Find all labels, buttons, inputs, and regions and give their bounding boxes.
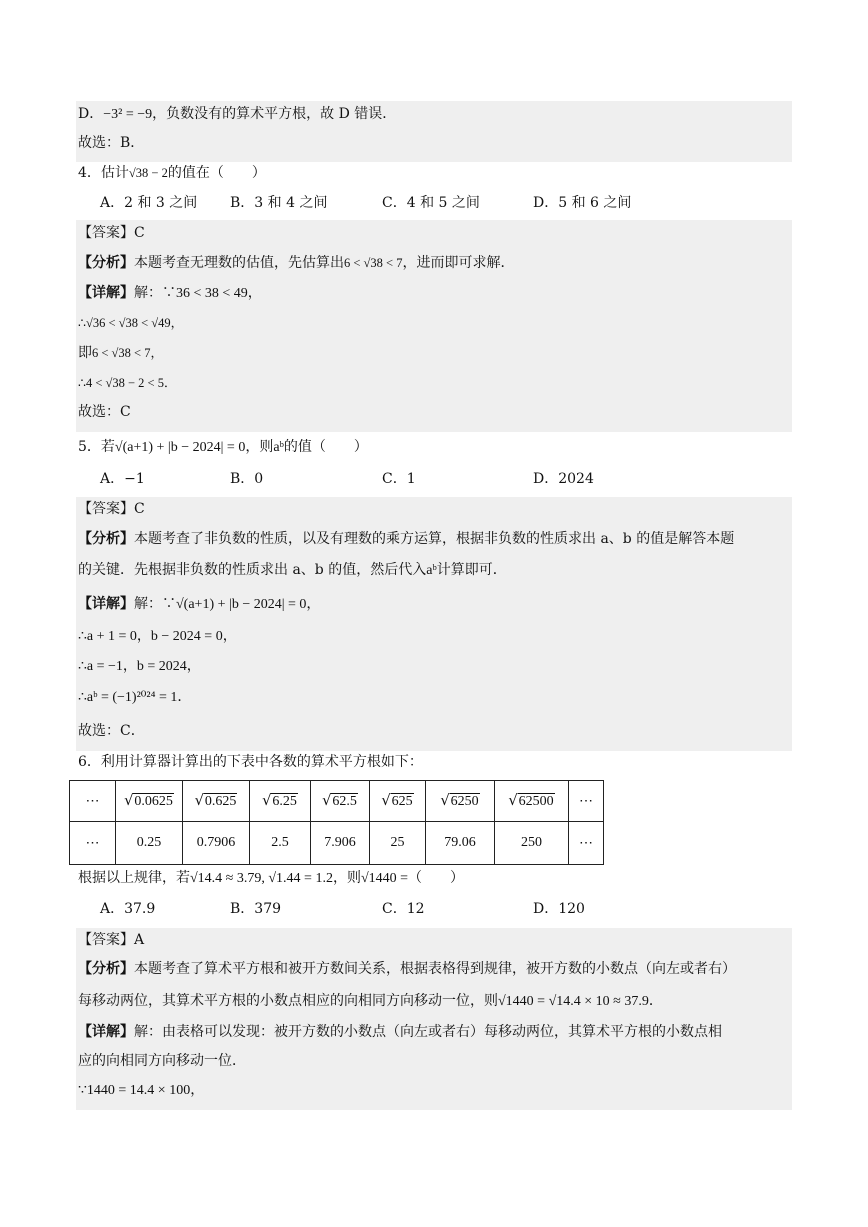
q4-step3: ∴4 < √38 − 2 < 5． [78, 376, 177, 390]
table-row-roots [70, 822, 604, 865]
q5-option-a: A．−1 [100, 471, 145, 487]
q6-option-b: B．379 [230, 901, 282, 917]
table-cell: √6.25 [250, 781, 311, 822]
q5-option-c: C．1 [382, 471, 416, 487]
q4-detail: 【详解】解：∵36 < 38 < 49， [78, 285, 262, 301]
q6-analysis-l1: 【分析】本题考查了算术平方根和被开方数间关系，根据表格得到规律，被开方数的小数点（向左或者右） [78, 961, 736, 977]
q6-option-a: A．37.9 [100, 901, 156, 917]
q6-option-c: C．12 [382, 901, 425, 917]
q4-option-a: A．2 和 3 之间 [100, 195, 198, 211]
q6-analysis-l2: 每移动两位，其算术平方根的小数点相应的向相同方向移动一位，则√1440 = √14.4 × 10 ≈ 37.9． [78, 993, 663, 1009]
q6-stem: 6．利用计算器计算出的下表中各数的算术平方根如下： [78, 754, 423, 770]
table-cell: 0.25 [116, 822, 183, 865]
table-cell: ⋯ [569, 822, 604, 865]
table-cell: √62500 [495, 781, 569, 822]
q4-option-b: B．3 和 4 之间 [230, 195, 328, 211]
q4-answer: 【答案】C [78, 225, 145, 241]
q4-analysis: 【分析】本题考查无理数的估值，先估算出6 < √38 < 7，进而即可求解． [78, 255, 515, 271]
q6-detail-l1: 【详解】解：由表格可以发现：被开方数的小数点（向左或者右）每移动两位，其算术平方根的小数点相 [78, 1024, 722, 1040]
q6-answer: 【答案】A [78, 932, 145, 948]
q5-condition: √(a+1) + |b − 2024| = 0 [114, 440, 246, 455]
table-cell: ⋯ [70, 781, 116, 822]
table-cell: √0.625 [183, 781, 250, 822]
q4-option-c: C．4 和 5 之间 [382, 195, 480, 211]
q4-step2: 即6 < √38 < 7， [78, 345, 163, 361]
q4-option-d: D．5 和 6 之间 [533, 195, 632, 211]
q5-step1: ∴a + 1 = 0，b − 2024 = 0， [78, 629, 237, 644]
q5-answer: 【答案】C [78, 501, 145, 517]
table-cell: √62.5 [311, 781, 370, 822]
prev-line-d: D．−3² = −9，负数没有的算术平方根，故 D 错误． [78, 106, 397, 122]
solution-shade-q4 [76, 220, 792, 432]
q5-option-b: B．0 [230, 471, 264, 487]
q5-analysis-l1: 【分析】本题考查了非负数的性质，以及有理数的乘方运算，根据非负数的性质求出 a、b 的值是解答本题 [78, 531, 735, 547]
table-cell: 0.7906 [183, 822, 250, 865]
table-cell: 250 [495, 822, 569, 865]
prev-choose: 故选：B． [78, 135, 145, 151]
q4-stem: 4．估计√38 − 2的值在（ ） [78, 165, 266, 181]
q4-choose: 故选：C [78, 404, 131, 420]
table-cell: ⋯ [569, 781, 604, 822]
q6-detail-l3: ∵1440 = 14.4 × 100， [78, 1083, 205, 1098]
table-cell: √625 [370, 781, 426, 822]
table-row-radicands [70, 781, 604, 822]
table-cell: 25 [370, 822, 426, 865]
table-cell: 7.906 [311, 822, 370, 865]
prev-math: −3² = −9 [103, 107, 153, 122]
q5-analysis-l2: 的关键．先根据非负数的性质求出 a、b 的值，然后代入aᵇ计算即可． [78, 562, 507, 578]
table-cell: 79.06 [426, 822, 495, 865]
q6-rule: 根据以上规律，若√14.4 ≈ 3.79, √1.44 = 1.2，则√1440 =（ ） [78, 870, 465, 886]
q5-option-d: D．2024 [533, 471, 594, 487]
q4-step1: ∴√36 < √38 < √49， [78, 316, 184, 330]
q5-step2: ∴a = −1，b = 2024， [78, 659, 201, 674]
q4-expr: √38 − 2 [128, 166, 168, 180]
table-cell: 2.5 [250, 822, 311, 865]
q6-detail-l2: 应的向相同方向移动一位． [78, 1053, 246, 1069]
q5-stem: 5．若√(a+1) + |b − 2024| = 0，则aᵇ的值（ ） [78, 439, 368, 455]
q6-option-d: D．120 [533, 901, 585, 917]
table-cell: √6250 [426, 781, 495, 822]
q5-step3: ∴aᵇ = (−1)²⁰²⁴ = 1． [78, 690, 192, 705]
q5-detail: 【详解】解：∵√(a+1) + |b − 2024| = 0， [78, 596, 321, 612]
sqrt-table [69, 780, 604, 865]
table-cell: ⋯ [70, 822, 116, 865]
table-cell: √0.0625 [116, 781, 183, 822]
q5-choose: 故选：C． [78, 723, 145, 739]
